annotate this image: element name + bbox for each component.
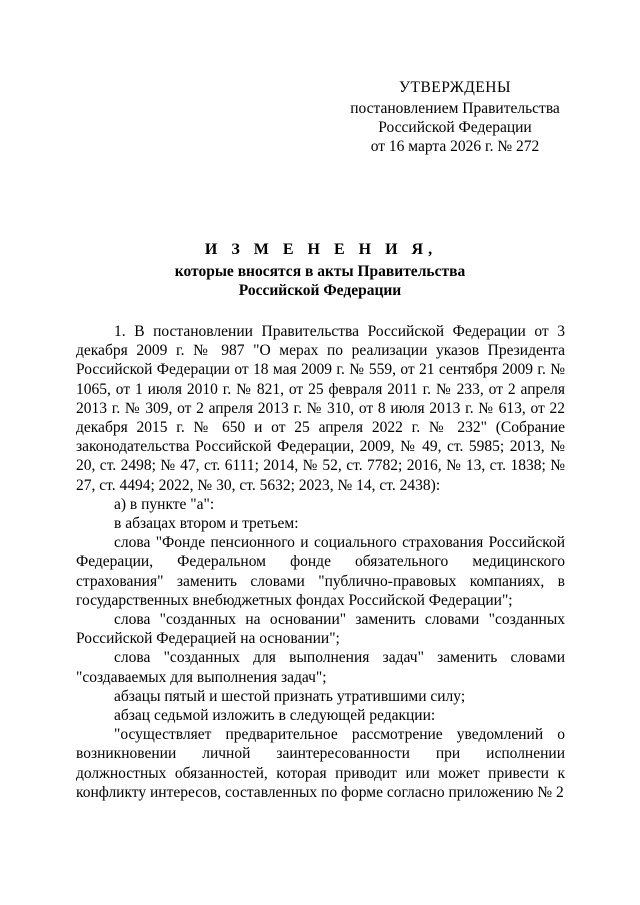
- paragraph: абзац седьмой изложить в следующей редакции:: [114, 707, 436, 725]
- paragraph: слова "созданных для выполнения задач" заменить словами "создаваемых для выполнения задач";: [76, 649, 565, 686]
- approval-line-3: от 16 марта 2026 г. № 272: [370, 138, 540, 155]
- paragraph: а) в пункте "а":: [114, 495, 215, 513]
- paragraph: в абзацах втором и третьем:: [114, 515, 299, 533]
- title-main: И З М Е Н Е Н И Я,: [204, 241, 438, 258]
- approval-stamp: [340, 78, 570, 156]
- paragraph: абзацы пятый и шестой признать утратившими силу;: [114, 687, 466, 705]
- title-subtitle-line-1: которые вносятся в акты Правительства: [174, 263, 466, 280]
- document-title: [0, 240, 640, 300]
- approval-line-2: Российской Федерации: [378, 119, 532, 136]
- title-subtitle-line-2: Российской Федерации: [238, 282, 402, 299]
- approval-heading: УТВЕРЖДЕНЫ: [399, 79, 511, 96]
- paragraph: слова "созданных на основании" заменить словами "созданных Российской Федерацией на основании";: [76, 611, 565, 648]
- title-subtitle: [0, 262, 640, 300]
- document-body: [76, 322, 565, 802]
- paragraph: "осуществляет предварительное рассмотрение уведомлений о возникновении личной заинтересованности при исполнении должностных обязанностей, которая приводит или может привести к конфликту интересов, составленных по форме согласно приложению № 2: [76, 726, 565, 801]
- paragraph: слова "Фонде пенсионного и социального страхования Российской Федерации, Федеральном фонде обязательного медицинского страхования" заменить словами "публично-правовых компаниях, в государственных внебюджетных фондах Российской Федерации";: [76, 534, 565, 609]
- paragraph: 1. В постановлении Правительства Российской Федерации от 3 декабря 2009 г. № 987 "О мерах по реализации указов Президента Российской Федерации от 18 мая 2009 г. № 559, от 21 сентября 2009 г. № 1065, от 1 июля 2010 г. № 821, от 25 февраля 2011 г. № 233, от 2 апреля 2013 г. № 309, от 2 апреля 2013 г. № 310, от 8 июля 2013 г. № 613, от 22 декабря 2015 г. № 650 и от 25 апреля 2022 г. № 232" (Собрание законодательства Российской Федерации, 2009, № 49, ст. 5985; 2013, № 20, ст. 2498; № 47, ст. 6111; 2014, № 52, ст. 7782; 2016, № 13, ст. 1838; № 27, ст. 4494; 2022, № 30, ст. 5632; 2023, № 14, ст. 2438):: [76, 323, 565, 494]
- approval-line-1: постановлением Правительства: [350, 100, 560, 117]
